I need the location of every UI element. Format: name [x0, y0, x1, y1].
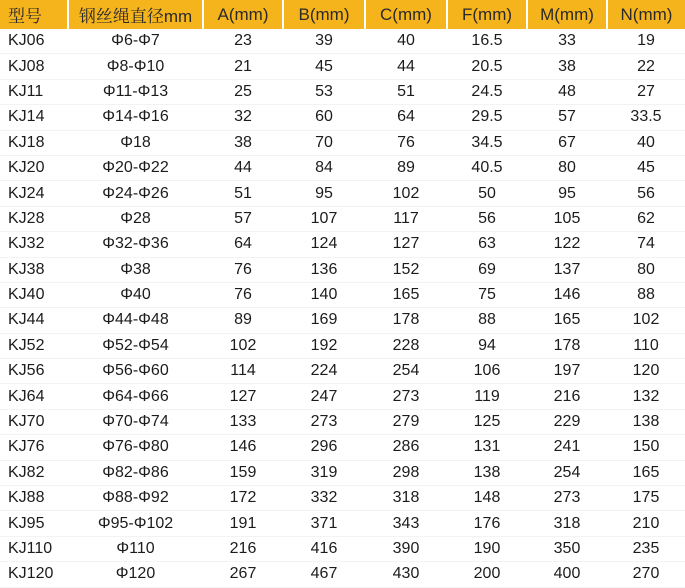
cell-model: KJ120 — [0, 562, 68, 587]
cell-c: 286 — [365, 435, 447, 460]
cell-c: 430 — [365, 562, 447, 587]
cell-model: KJ52 — [0, 333, 68, 358]
cell-b: 224 — [283, 359, 365, 384]
header-cell-f: F(mm) — [447, 0, 527, 29]
cell-f: 190 — [447, 536, 527, 561]
cell-b: 273 — [283, 409, 365, 434]
cell-diameter: Φ120 — [68, 562, 203, 587]
cell-model: KJ44 — [0, 308, 68, 333]
cell-model: KJ82 — [0, 460, 68, 485]
cell-diameter: Φ95-Φ102 — [68, 511, 203, 536]
cell-a: 127 — [203, 384, 283, 409]
cell-n: 138 — [607, 409, 685, 434]
table-row — [0, 130, 685, 155]
cell-a: 23 — [203, 29, 283, 54]
cell-diameter: Φ82-Φ86 — [68, 460, 203, 485]
table-row — [0, 181, 685, 206]
cell-b: 140 — [283, 282, 365, 307]
cell-c: 273 — [365, 384, 447, 409]
cell-f: 138 — [447, 460, 527, 485]
table-row — [0, 486, 685, 511]
cell-n: 40 — [607, 130, 685, 155]
table-row — [0, 155, 685, 180]
table-row — [0, 54, 685, 79]
cell-f: 119 — [447, 384, 527, 409]
cell-f: 94 — [447, 333, 527, 358]
cell-c: 343 — [365, 511, 447, 536]
cell-diameter: Φ56-Φ60 — [68, 359, 203, 384]
cell-b: 95 — [283, 181, 365, 206]
cell-n: 150 — [607, 435, 685, 460]
cell-a: 64 — [203, 232, 283, 257]
cell-n: 62 — [607, 206, 685, 231]
cell-m: 33 — [527, 29, 607, 54]
cell-diameter: Φ76-Φ80 — [68, 435, 203, 460]
table-row — [0, 257, 685, 282]
cell-a: 159 — [203, 460, 283, 485]
cell-diameter: Φ70-Φ74 — [68, 409, 203, 434]
cell-n: 27 — [607, 79, 685, 104]
cell-b: 371 — [283, 511, 365, 536]
cell-diameter: Φ110 — [68, 536, 203, 561]
cell-a: 57 — [203, 206, 283, 231]
cell-c: 298 — [365, 460, 447, 485]
cell-m: 178 — [527, 333, 607, 358]
cell-b: 169 — [283, 308, 365, 333]
cell-model: KJ18 — [0, 130, 68, 155]
cell-model: KJ24 — [0, 181, 68, 206]
cell-b: 60 — [283, 105, 365, 130]
cell-a: 267 — [203, 562, 283, 587]
cell-a: 38 — [203, 130, 283, 155]
table-row — [0, 536, 685, 561]
cell-model: KJ40 — [0, 282, 68, 307]
cell-diameter: Φ44-Φ48 — [68, 308, 203, 333]
cell-b: 247 — [283, 384, 365, 409]
table-row — [0, 562, 685, 587]
cell-c: 51 — [365, 79, 447, 104]
cell-f: 56 — [447, 206, 527, 231]
cell-f: 16.5 — [447, 29, 527, 54]
cell-b: 39 — [283, 29, 365, 54]
cell-model: KJ76 — [0, 435, 68, 460]
cell-m: 273 — [527, 486, 607, 511]
cell-c: 178 — [365, 308, 447, 333]
cell-m: 38 — [527, 54, 607, 79]
cell-a: 21 — [203, 54, 283, 79]
cell-c: 89 — [365, 155, 447, 180]
cell-a: 102 — [203, 333, 283, 358]
cell-f: 24.5 — [447, 79, 527, 104]
cell-model: KJ08 — [0, 54, 68, 79]
cell-diameter: Φ38 — [68, 257, 203, 282]
cell-model: KJ38 — [0, 257, 68, 282]
table-body — [0, 29, 685, 587]
cell-c: 117 — [365, 206, 447, 231]
cell-diameter: Φ20-Φ22 — [68, 155, 203, 180]
cell-m: 254 — [527, 460, 607, 485]
cell-n: 19 — [607, 29, 685, 54]
cell-f: 148 — [447, 486, 527, 511]
cell-f: 131 — [447, 435, 527, 460]
header-cell-b: B(mm) — [283, 0, 365, 29]
cell-m: 216 — [527, 384, 607, 409]
cell-m: 197 — [527, 359, 607, 384]
cell-f: 63 — [447, 232, 527, 257]
cell-model: KJ110 — [0, 536, 68, 561]
cell-n: 110 — [607, 333, 685, 358]
cell-a: 146 — [203, 435, 283, 460]
cell-m: 146 — [527, 282, 607, 307]
cell-a: 51 — [203, 181, 283, 206]
table-row — [0, 359, 685, 384]
cell-c: 40 — [365, 29, 447, 54]
cell-m: 137 — [527, 257, 607, 282]
cell-c: 152 — [365, 257, 447, 282]
cell-f: 125 — [447, 409, 527, 434]
cell-a: 76 — [203, 282, 283, 307]
table-row — [0, 384, 685, 409]
cell-model: KJ20 — [0, 155, 68, 180]
cell-model: KJ11 — [0, 79, 68, 104]
cell-n: 270 — [607, 562, 685, 587]
cell-diameter: Φ11-Φ13 — [68, 79, 203, 104]
header-cell-diameter: 钢丝绳直径mm — [68, 0, 203, 29]
cell-f: 176 — [447, 511, 527, 536]
cell-model: KJ64 — [0, 384, 68, 409]
table-row — [0, 105, 685, 130]
cell-b: 467 — [283, 562, 365, 587]
cell-b: 107 — [283, 206, 365, 231]
cell-m: 400 — [527, 562, 607, 587]
cell-b: 192 — [283, 333, 365, 358]
cell-model: KJ95 — [0, 511, 68, 536]
cell-c: 390 — [365, 536, 447, 561]
cell-n: 165 — [607, 460, 685, 485]
table-row — [0, 435, 685, 460]
cell-n: 102 — [607, 308, 685, 333]
cell-a: 216 — [203, 536, 283, 561]
cell-n: 33.5 — [607, 105, 685, 130]
cell-f: 69 — [447, 257, 527, 282]
cell-diameter: Φ40 — [68, 282, 203, 307]
cell-m: 105 — [527, 206, 607, 231]
cell-a: 44 — [203, 155, 283, 180]
cell-f: 88 — [447, 308, 527, 333]
cell-n: 56 — [607, 181, 685, 206]
cell-model: KJ06 — [0, 29, 68, 54]
cell-diameter: Φ64-Φ66 — [68, 384, 203, 409]
cell-m: 57 — [527, 105, 607, 130]
cell-c: 165 — [365, 282, 447, 307]
cell-f: 106 — [447, 359, 527, 384]
table-row — [0, 232, 685, 257]
cell-n: 235 — [607, 536, 685, 561]
cell-model: KJ56 — [0, 359, 68, 384]
table-row — [0, 282, 685, 307]
table-row — [0, 409, 685, 434]
cell-n: 88 — [607, 282, 685, 307]
cell-b: 124 — [283, 232, 365, 257]
cell-f: 40.5 — [447, 155, 527, 180]
cell-c: 44 — [365, 54, 447, 79]
cell-f: 29.5 — [447, 105, 527, 130]
cell-m: 165 — [527, 308, 607, 333]
cell-diameter: Φ52-Φ54 — [68, 333, 203, 358]
cell-c: 279 — [365, 409, 447, 434]
cell-b: 53 — [283, 79, 365, 104]
cell-a: 133 — [203, 409, 283, 434]
cell-b: 136 — [283, 257, 365, 282]
header-cell-n: N(mm) — [607, 0, 685, 29]
cell-a: 25 — [203, 79, 283, 104]
cell-c: 64 — [365, 105, 447, 130]
cell-c: 102 — [365, 181, 447, 206]
cell-diameter: Φ32-Φ36 — [68, 232, 203, 257]
cell-f: 75 — [447, 282, 527, 307]
cell-c: 254 — [365, 359, 447, 384]
cell-m: 350 — [527, 536, 607, 561]
cell-a: 76 — [203, 257, 283, 282]
cell-diameter: Φ8-Φ10 — [68, 54, 203, 79]
cell-b: 70 — [283, 130, 365, 155]
cell-a: 191 — [203, 511, 283, 536]
table-row — [0, 460, 685, 485]
cell-b: 319 — [283, 460, 365, 485]
header-cell-m: M(mm) — [527, 0, 607, 29]
cell-f: 34.5 — [447, 130, 527, 155]
cell-m: 229 — [527, 409, 607, 434]
cell-b: 332 — [283, 486, 365, 511]
cell-n: 175 — [607, 486, 685, 511]
table-row — [0, 79, 685, 104]
cell-c: 228 — [365, 333, 447, 358]
cell-m: 318 — [527, 511, 607, 536]
cell-n: 74 — [607, 232, 685, 257]
cell-m: 80 — [527, 155, 607, 180]
cell-diameter: Φ14-Φ16 — [68, 105, 203, 130]
table-row — [0, 29, 685, 54]
cell-b: 296 — [283, 435, 365, 460]
cell-model: KJ28 — [0, 206, 68, 231]
cell-f: 50 — [447, 181, 527, 206]
cell-m: 67 — [527, 130, 607, 155]
cell-n: 45 — [607, 155, 685, 180]
cell-model: KJ32 — [0, 232, 68, 257]
cell-n: 210 — [607, 511, 685, 536]
cell-f: 20.5 — [447, 54, 527, 79]
cell-model: KJ70 — [0, 409, 68, 434]
cell-m: 241 — [527, 435, 607, 460]
cell-a: 32 — [203, 105, 283, 130]
cell-a: 172 — [203, 486, 283, 511]
cell-n: 80 — [607, 257, 685, 282]
header-cell-a: A(mm) — [203, 0, 283, 29]
cell-b: 416 — [283, 536, 365, 561]
cell-diameter: Φ18 — [68, 130, 203, 155]
cell-diameter: Φ88-Φ92 — [68, 486, 203, 511]
cell-m: 122 — [527, 232, 607, 257]
table-row — [0, 308, 685, 333]
cell-model: KJ14 — [0, 105, 68, 130]
table-row — [0, 206, 685, 231]
cell-b: 84 — [283, 155, 365, 180]
cell-b: 45 — [283, 54, 365, 79]
cell-diameter: Φ24-Φ26 — [68, 181, 203, 206]
header-row — [0, 0, 685, 29]
cell-diameter: Φ28 — [68, 206, 203, 231]
table-row — [0, 333, 685, 358]
cell-n: 132 — [607, 384, 685, 409]
header-cell-model: 型号 — [0, 0, 68, 29]
cell-c: 318 — [365, 486, 447, 511]
cell-model: KJ88 — [0, 486, 68, 511]
cell-n: 120 — [607, 359, 685, 384]
cell-m: 95 — [527, 181, 607, 206]
cell-c: 127 — [365, 232, 447, 257]
cell-diameter: Φ6-Φ7 — [68, 29, 203, 54]
cell-n: 22 — [607, 54, 685, 79]
header-cell-c: C(mm) — [365, 0, 447, 29]
cell-m: 48 — [527, 79, 607, 104]
cell-f: 200 — [447, 562, 527, 587]
cell-a: 114 — [203, 359, 283, 384]
table-row — [0, 511, 685, 536]
cell-a: 89 — [203, 308, 283, 333]
cell-c: 76 — [365, 130, 447, 155]
